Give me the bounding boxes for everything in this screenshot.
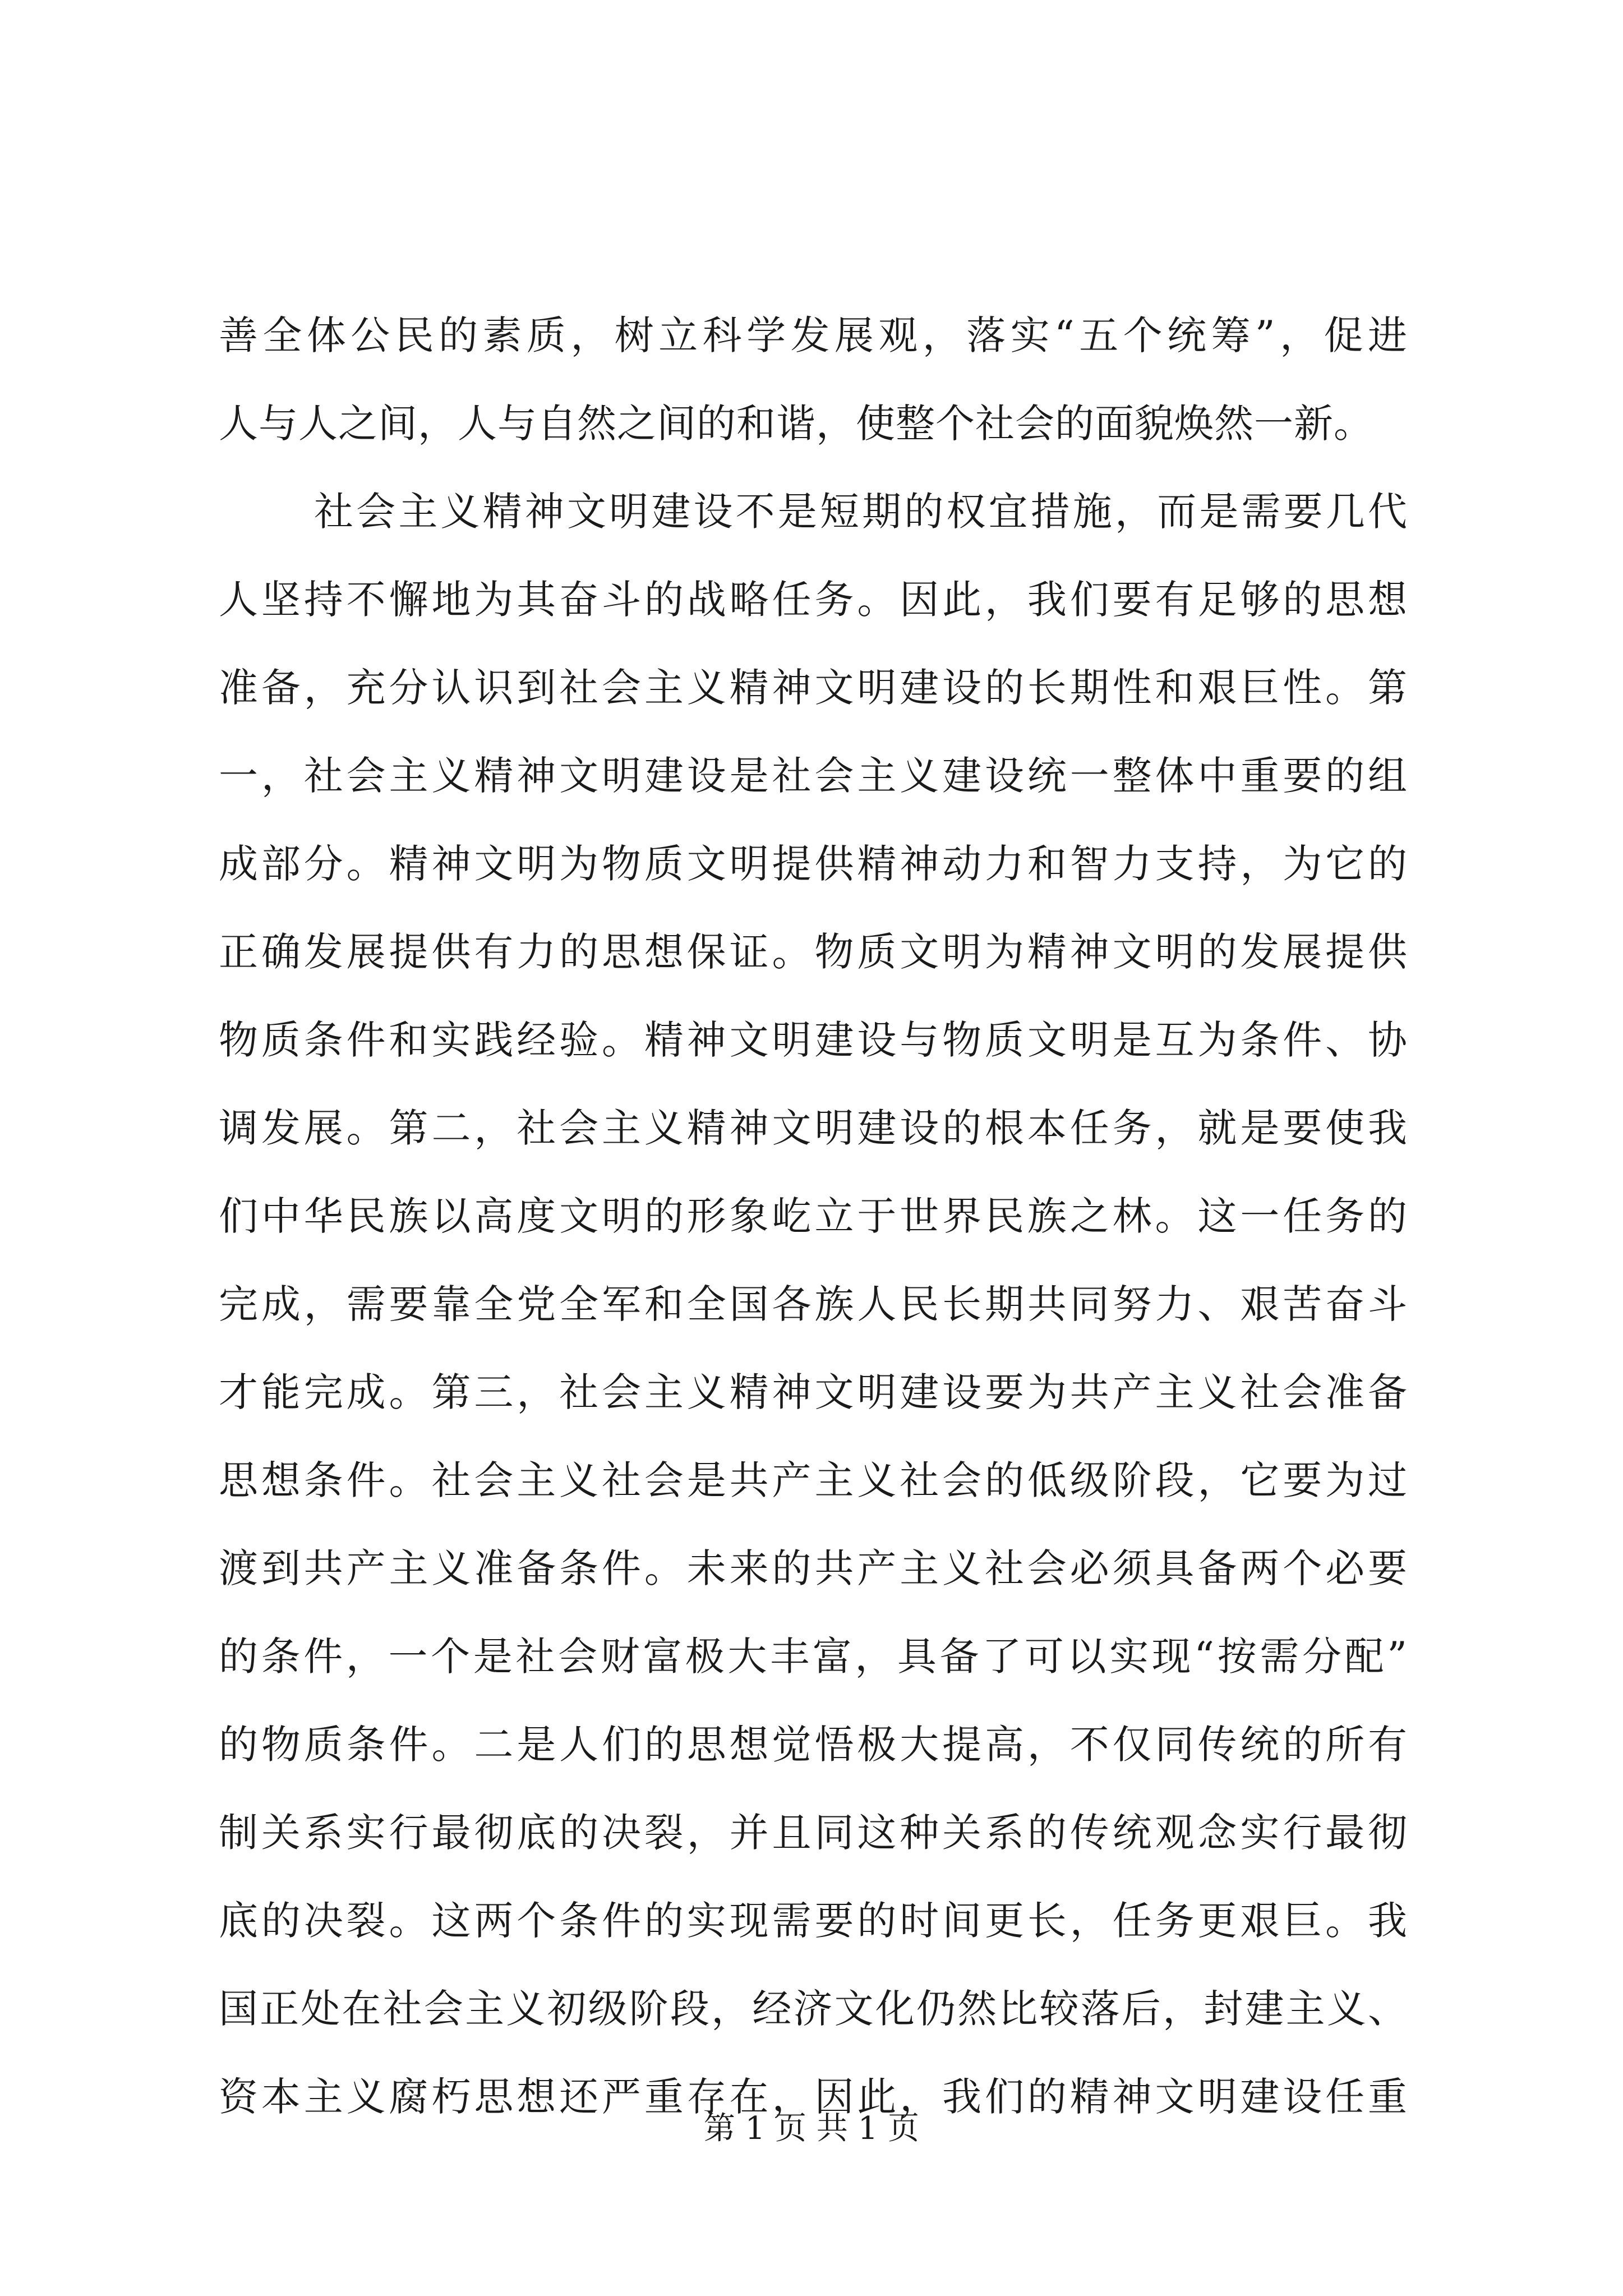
text-line: 成部分。精神文明为物质文明提供精神动力和智力支持，为它的 [219, 841, 1408, 887]
text-line: 思想条件。社会主义社会是共产主义社会的低级阶段，它要为过 [219, 1457, 1408, 1503]
text-line: 制关系实行最彻底的决裂，并且同这种关系的传统观念实行最彻 [219, 1810, 1408, 1856]
text-line: 底的决裂。这两个条件的实现需要的时间更长，任务更艰巨。我 [219, 1898, 1408, 1944]
text-line: 的条件，一个是社会财富极大丰富，具备了可以实现“按需分配” [219, 1634, 1408, 1680]
text-line: 调发展。第二，社会主义精神文明建设的根本任务，就是要使我 [219, 1105, 1408, 1151]
text-line: 国正处在社会主义初级阶段，经济文化仍然比较落后，封建主义、 [219, 1986, 1408, 2032]
text-line: 的物质条件。二是人们的思想觉悟极大提高，不仅同传统的所有 [219, 1722, 1408, 1768]
text-line: 渡到共产主义准备条件。未来的共产主义社会必须具备两个必要 [219, 1545, 1408, 1591]
text-line: 人坚持不懈地为其奋斗的战略任务。因此，我们要有足够的思想 [219, 577, 1408, 623]
text-line: 社会主义精神文明建设不是短期的权宜措施，而是需要几代 [314, 489, 1408, 535]
text-line: 正确发展提供有力的思想保证。物质文明为精神文明的发展提供 [219, 929, 1408, 975]
text-line: 完成，需要靠全党全军和全国各族人民长期共同努力、艰苦奋斗 [219, 1281, 1408, 1327]
page-number-footer: 第 1 页 共 1 页 [703, 2110, 920, 2147]
text-line: 一，社会主义精神文明建设是社会主义建设统一整体中重要的组 [219, 753, 1408, 799]
text-line: 们中华民族以高度文明的形象屹立于世界民族之林。这一任务的 [219, 1193, 1408, 1239]
text-line: 人与人之间，人与自然之间的和谐，使整个社会的面貌焕然一新。 [219, 401, 1373, 447]
text-line: 才能完成。第三，社会主义精神文明建设要为共产主义社会准备 [219, 1369, 1408, 1415]
body-text [219, 292, 1408, 2141]
text-line: 善全体公民的素质，树立科学发展观，落实“五个统筹”，促进 [219, 312, 1408, 358]
text-line: 资本主义腐朽思想还严重存在，因此，我们的精神文明建设任重 [219, 2074, 1408, 2120]
text-line: 准备，充分认识到社会主义精神文明建设的长期性和艰巨性。第 [219, 665, 1408, 711]
text-line: 物质条件和实践经验。精神文明建设与物质文明是互为条件、协 [219, 1017, 1408, 1063]
